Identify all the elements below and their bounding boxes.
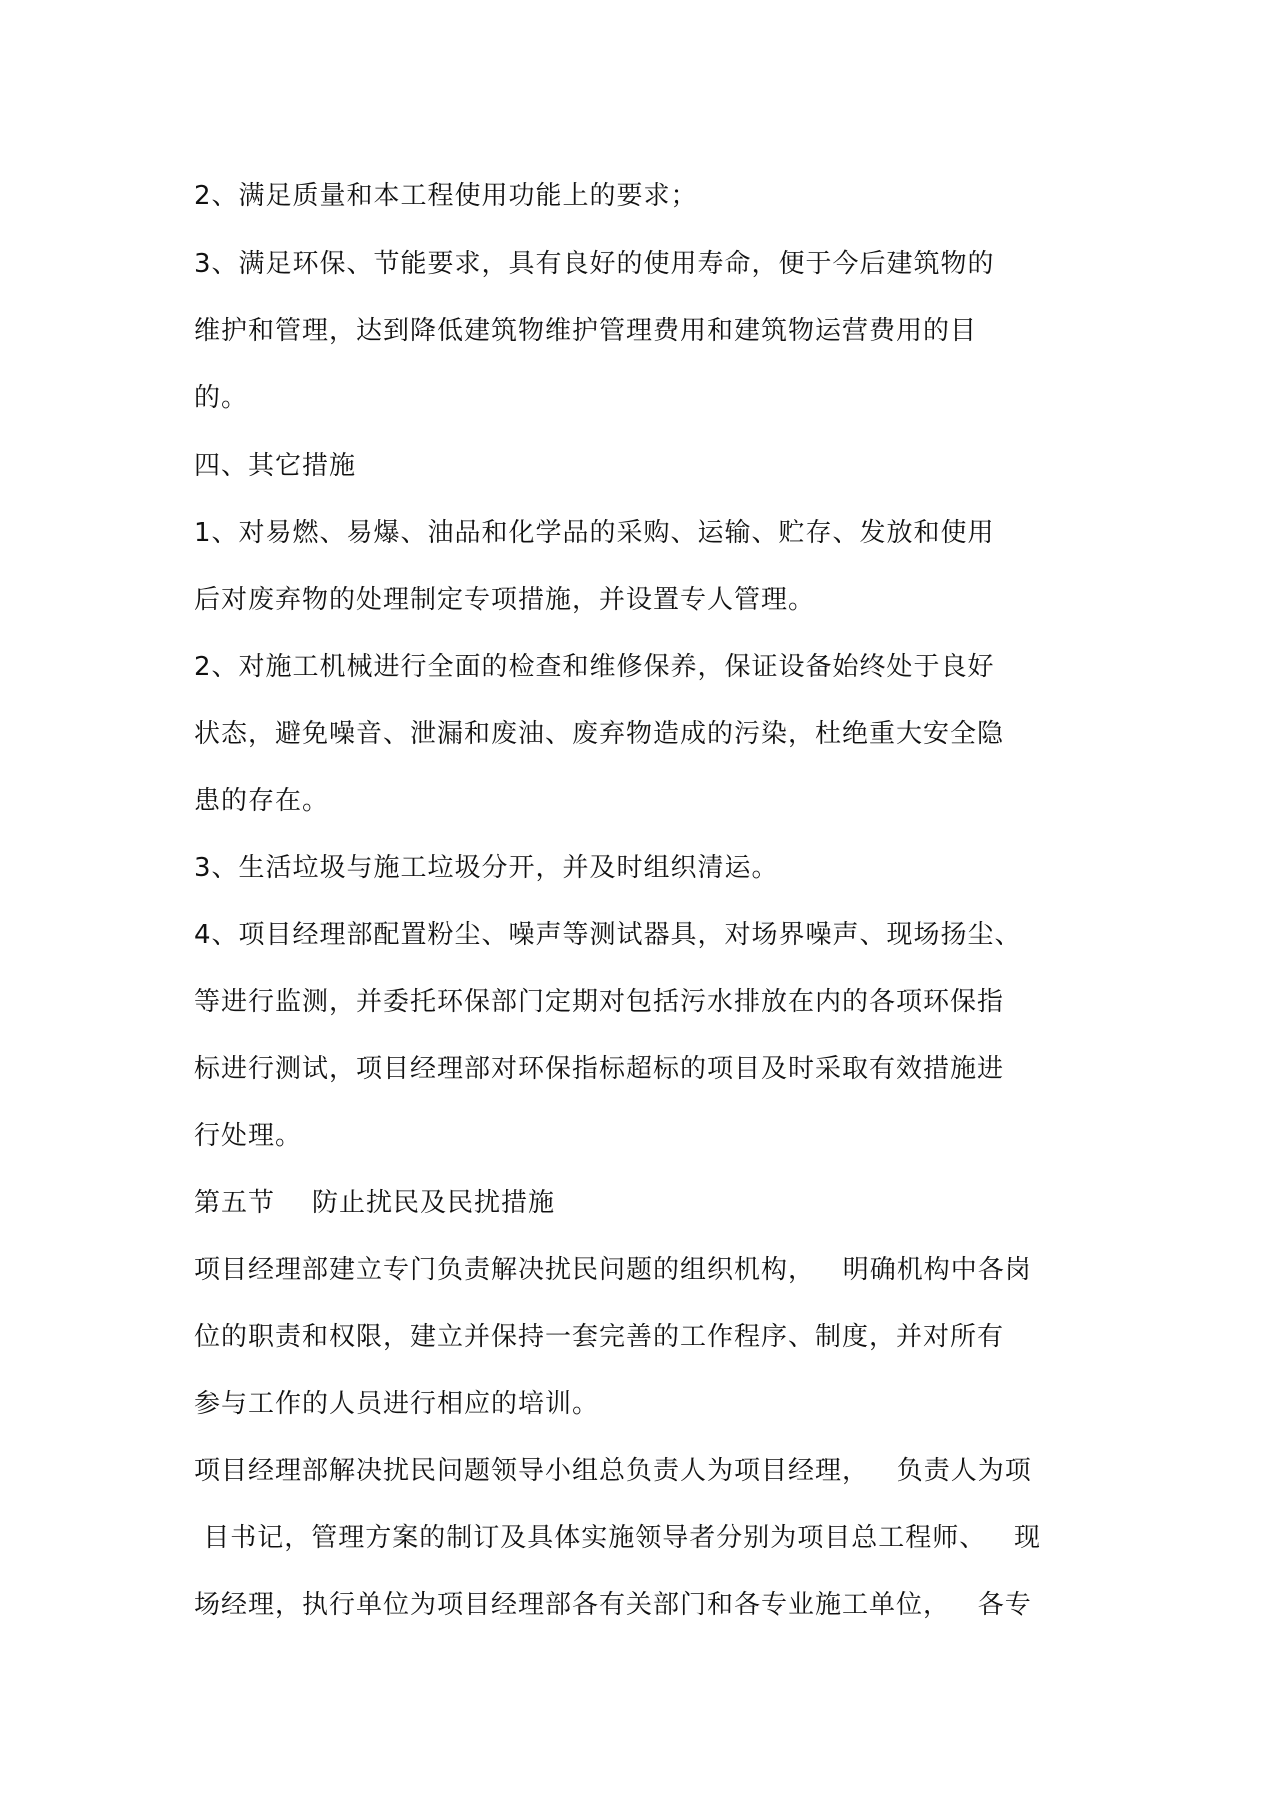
text-line: 参与工作的人员进行相应的培训。 (194, 1389, 600, 1419)
text-line: 3、生活垃圾与施工垃圾分开，并及时组织清运。 (194, 853, 779, 883)
text-line: 4、项目经理部配置粉尘、噪声等测试器具，对场界噪声、现场扬尘、 (194, 920, 1022, 950)
section-heading: 第五节 防止扰民及民扰措施 (194, 1188, 556, 1218)
text-line: 项目经理部建立专门负责解决扰民问题的组织机构， 明确机构中各岗 (194, 1255, 1032, 1285)
text-line: 患的存在。 (194, 786, 330, 816)
text-line: 等进行监测，并委托环保部门定期对包括污水排放在内的各项环保指 (194, 987, 1005, 1017)
text-line: 目书记，管理方案的制订及具体实施领导者分别为项目总工程师、 现 (194, 1523, 1042, 1553)
section-heading: 四、其它措施 (194, 451, 357, 481)
text-line: 维护和管理，达到降低建筑物维护管理费用和建筑物运营费用的目 (194, 316, 978, 346)
text-line: 3、满足环保、节能要求，具有良好的使用寿命，便于今后建筑物的 (194, 249, 995, 279)
text-line: 后对废弃物的处理制定专项措施，并设置专人管理。 (194, 585, 816, 615)
text-line: 状态，避免噪音、泄漏和废油、废弃物造成的污染，杜绝重大安全隐 (194, 719, 1005, 749)
text-line: 2、满足质量和本工程使用功能上的要求； (194, 181, 698, 211)
text-line: 项目经理部解决扰民问题领导小组总负责人为项目经理， 负责人为项 (194, 1456, 1032, 1486)
text-line: 标进行测试，项目经理部对环保指标超标的项目及时采取有效措施进 (194, 1054, 1005, 1084)
text-line: 2、对施工机械进行全面的检查和维修保养，保证设备始终处于良好 (194, 652, 995, 682)
text-line: 场经理，执行单位为项目经理部各有关部门和各专业施工单位， 各专 (194, 1590, 1032, 1620)
text-line: 位的职责和权限，建立并保持一套完善的工作程序、制度，并对所有 (194, 1322, 1005, 1352)
text-line: 行处理。 (194, 1121, 303, 1151)
text-line: 的。 (194, 383, 249, 413)
text-line: 1、对易燃、易爆、油品和化学品的采购、运输、贮存、发放和使用 (194, 518, 995, 548)
